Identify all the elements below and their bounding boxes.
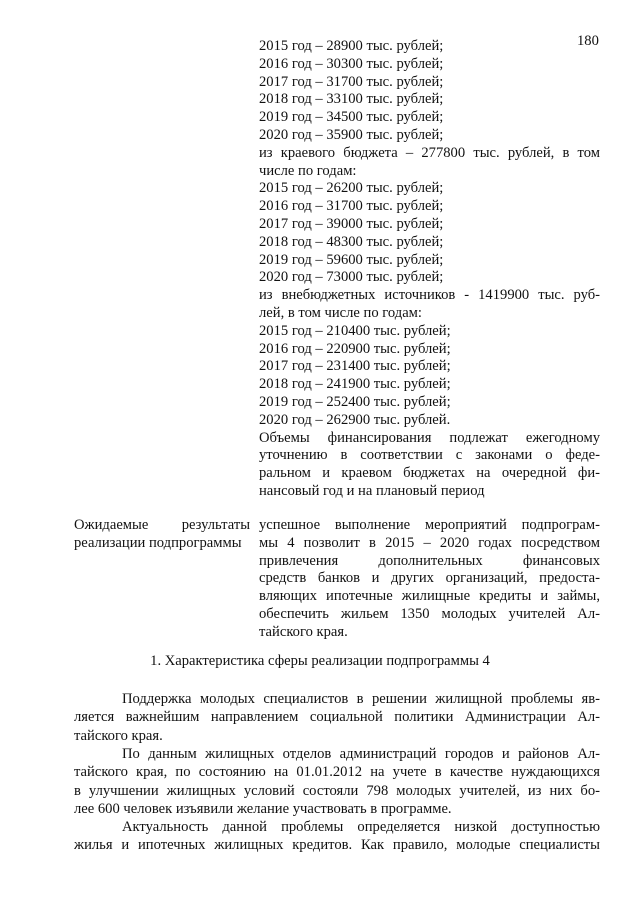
list-item: 2018 год – 48300 тыс. рублей; <box>259 233 444 250</box>
results-text-line: тайского края. <box>259 623 348 640</box>
list-item: 2019 год – 252400 тыс. рублей; <box>259 393 451 410</box>
paragraph-line: тайского края. <box>74 727 163 744</box>
list-item: 2017 год – 39000 тыс. рублей; <box>259 215 444 232</box>
list-item: 2016 год – 31700 тыс. рублей; <box>259 198 444 215</box>
list-item: 2020 год – 262900 тыс. рублей. <box>259 411 451 428</box>
list-item: 2015 год – 26200 тыс. рублей; <box>259 180 444 197</box>
regional-budget-intro-2: числе по годам: <box>259 162 357 179</box>
list-item: 2017 год – 31700 тыс. рублей; <box>259 73 444 90</box>
results-label-line: реализации подпрограммы <box>74 534 242 551</box>
list-item: 2018 год – 241900 тыс. рублей; <box>259 376 451 393</box>
paragraph-line: ляется важнейшим направлением социальной политики Администрации Ал- <box>74 709 600 726</box>
page-number: 180 <box>577 33 599 49</box>
results-label-line: Ожидаемые результаты <box>74 517 250 533</box>
extrabudget-intro: из внебюджетных источников - 1419900 тыс. руб- <box>259 287 600 304</box>
list-item: 2015 год – 210400 тыс. рублей; <box>259 322 451 339</box>
list-item: 2019 год – 59600 тыс. рублей; <box>259 251 444 268</box>
volumes-note-line: уточнению в соответствии с законами о феде- <box>259 447 600 464</box>
results-text <box>259 517 600 642</box>
list-item: 2015 год – 28900 тыс. рублей; <box>259 38 444 54</box>
results-text-line: привлечения дополнительных финансовых <box>259 552 600 569</box>
paragraph <box>74 745 600 819</box>
results-text-line: мы 4 позволит в 2015 – 2020 годах посредством <box>259 534 600 551</box>
list-item: 2018 год – 33100 тыс. рублей; <box>259 91 444 108</box>
volumes-note-line: Объемы финансирования подлежат ежегодному <box>259 429 600 446</box>
paragraph-line: Поддержка молодых специалистов в решении жилищной проблемы яв- <box>122 691 600 707</box>
list-item: 2017 год – 231400 тыс. рублей; <box>259 358 451 375</box>
paragraph-line: в улучшении жилищных условий состояли 798 молодых учителей, из них бо- <box>74 782 600 799</box>
paragraph-line: лее 600 человек изъявили желание участвовать в программе. <box>74 801 452 818</box>
paragraph <box>74 818 600 855</box>
paragraph <box>74 690 600 745</box>
results-label <box>74 517 250 553</box>
paragraph-line: жилья и ипотечных жилищных кредитов. Как правило, молодые специалисты <box>74 837 600 854</box>
results-text-line: обеспечить жильем 1350 молодых учителей Ал- <box>259 605 600 622</box>
section-heading: 1. Характеристика сферы реализации подпрограммы 4 <box>150 653 490 669</box>
list-item: 2019 год – 34500 тыс. рублей; <box>259 109 444 126</box>
results-text-line: вляющих ипотечные жилищные кредиты и займы, <box>259 588 600 605</box>
paragraph-line: По данным жилищных отделов администраций городов и районов Ал- <box>122 746 600 762</box>
extrabudget-intro-2: лей, в том числе по годам: <box>259 304 422 321</box>
volumes-note-line: ральном и краевом бюджетах на очередной фи- <box>259 465 600 482</box>
paragraph-line: тайского края, по состоянию на 01.01.2012 на учете в качестве нуждающихся <box>74 764 600 781</box>
list-item: 2020 год – 35900 тыс. рублей; <box>259 126 444 143</box>
regional-budget-intro: из краевого бюджета – 277800 тыс. рублей, в том <box>259 144 600 161</box>
results-text-line: успешное выполнение мероприятий подпрограм- <box>259 517 600 533</box>
list-item: 2020 год – 73000 тыс. рублей; <box>259 269 444 286</box>
funding-list-total <box>259 38 600 501</box>
list-item: 2016 год – 30300 тыс. рублей; <box>259 55 444 72</box>
results-text-line: средств банков и других организаций, предоста- <box>259 570 600 587</box>
list-item: 2016 год – 220900 тыс. рублей; <box>259 340 451 357</box>
volumes-note-line: нансовый год и на плановый период <box>259 482 485 499</box>
paragraph-line: Актуальность данной проблемы определяется низкой доступностью <box>122 819 600 835</box>
